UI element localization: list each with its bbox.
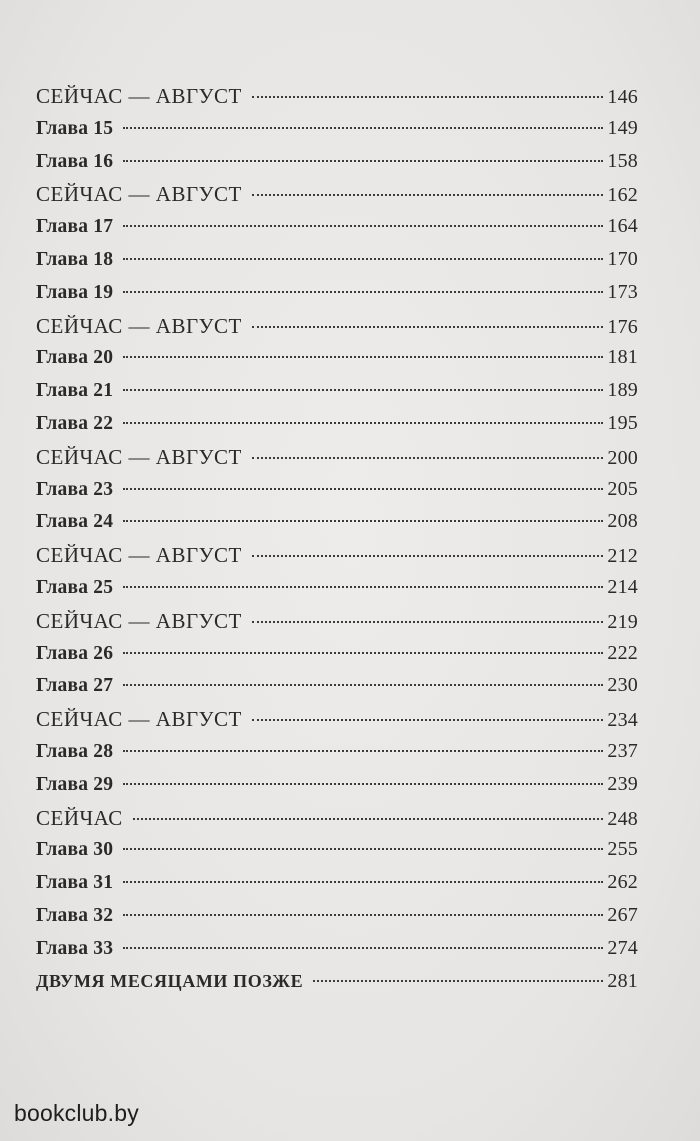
dot-leader <box>133 818 604 820</box>
toc-entry-title: Глава 18 <box>36 248 114 270</box>
dot-leader <box>123 947 603 949</box>
toc-entry <box>36 379 638 412</box>
toc-entry-page-number: 212 <box>607 545 638 568</box>
toc-entry-title: СЕЙЧАС — АВГУСТ <box>36 543 242 568</box>
toc-entry-page-number: 239 <box>607 772 638 795</box>
dot-leader <box>123 586 603 588</box>
toc-entry <box>36 740 638 773</box>
toc-entry-page-number: 173 <box>607 280 638 303</box>
toc-entry-page-number: 234 <box>607 709 638 732</box>
toc-entry-title: Глава 32 <box>36 904 114 926</box>
toc-entry-page-number: 274 <box>607 936 638 959</box>
dot-leader <box>252 555 604 557</box>
toc-entry-title: ДВУМЯ МЕСЯЦАМИ ПОЗЖЕ <box>36 970 304 991</box>
toc-entry-page-number: 158 <box>607 149 638 172</box>
dot-leader <box>123 356 603 358</box>
toc-entry <box>36 314 638 347</box>
dot-leader <box>123 848 603 850</box>
toc-entry-page-number: 162 <box>607 184 638 207</box>
toc-entry-title: Глава 29 <box>36 773 114 795</box>
toc-entry-page-number: 149 <box>607 116 638 139</box>
toc-entry-page-number: 222 <box>607 641 638 664</box>
toc-entry <box>36 117 638 150</box>
toc-entry-title: Глава 21 <box>36 380 114 402</box>
toc-entry-page-number: 267 <box>607 903 638 926</box>
toc-entry <box>36 84 638 117</box>
toc-entry-title: СЕЙЧАС — АВГУСТ <box>36 313 242 338</box>
toc-entry <box>36 904 638 937</box>
toc-entry-title: СЕЙЧАС — АВГУСТ <box>36 707 242 732</box>
toc-entry-page-number: 248 <box>607 807 638 830</box>
toc-entry <box>36 871 638 904</box>
toc-entry-page-number: 219 <box>607 610 638 633</box>
dot-leader <box>123 488 603 490</box>
toc-entry-page-number: 255 <box>607 838 638 861</box>
toc-entry-page-number: 146 <box>607 86 638 108</box>
toc-entry-title: Глава 20 <box>36 347 114 369</box>
dot-leader <box>252 194 604 196</box>
dot-leader <box>123 783 603 785</box>
dot-leader <box>123 389 603 391</box>
toc-entry <box>36 806 638 839</box>
toc-entry <box>36 576 638 609</box>
toc-entry <box>36 970 638 1003</box>
toc-entry-page-number: 205 <box>607 477 638 500</box>
toc-entry-page-number: 181 <box>607 346 638 369</box>
toc-entry <box>36 478 638 511</box>
toc-entry <box>36 707 638 740</box>
toc-entry <box>36 248 638 281</box>
toc-entry-title: Глава 28 <box>36 740 114 762</box>
toc-entry-page-number: 176 <box>607 315 638 338</box>
toc-entry-title: Глава 31 <box>36 872 114 894</box>
toc-entry-title: Глава 24 <box>36 511 114 533</box>
toc-entry <box>36 510 638 543</box>
toc-entry-title: Глава 22 <box>36 412 114 434</box>
dot-leader <box>123 750 603 752</box>
toc-entry-title: Глава 26 <box>36 642 114 664</box>
toc-entry-title: Глава 19 <box>36 281 114 303</box>
toc-entry-title: СЕЙЧАС — АВГУСТ <box>36 84 242 108</box>
toc-entry-title: Глава 33 <box>36 937 114 959</box>
dot-leader <box>252 621 604 623</box>
toc-entry <box>36 674 638 707</box>
toc-entry <box>36 609 638 642</box>
toc-entry-page-number: 164 <box>607 215 638 238</box>
toc-entry-title: Глава 16 <box>36 150 114 172</box>
toc-entry-title: Глава 30 <box>36 839 114 861</box>
toc-entry-title: СЕЙЧАС — АВГУСТ <box>36 608 242 633</box>
toc-entry <box>36 150 638 183</box>
toc-entry <box>36 543 638 576</box>
toc-entry-title: Глава 25 <box>36 576 114 598</box>
dot-leader <box>252 457 604 459</box>
dot-leader <box>123 127 603 129</box>
dot-leader <box>123 160 603 162</box>
toc-entry-page-number: 237 <box>607 739 638 762</box>
toc-entry <box>36 937 638 970</box>
toc-entry <box>36 281 638 314</box>
dot-leader <box>123 914 603 916</box>
toc-entry-title: Глава 27 <box>36 675 114 697</box>
toc-entry <box>36 773 638 806</box>
toc-entry-page-number: 281 <box>607 969 638 992</box>
dot-leader <box>123 258 603 260</box>
toc-entry-title: Глава 23 <box>36 478 114 500</box>
toc-entry-page-number: 189 <box>607 379 638 402</box>
toc-entry-title: СЕЙЧАС — АВГУСТ <box>36 182 242 207</box>
toc-entry <box>36 445 638 478</box>
dot-leader <box>252 326 604 328</box>
dot-leader <box>123 422 603 424</box>
toc-entry-title: Глава 15 <box>36 117 114 139</box>
dot-leader <box>123 520 603 522</box>
toc-entry-title: Глава 17 <box>36 216 114 238</box>
table-of-contents <box>36 84 638 1002</box>
toc-entry-title: СЕЙЧАС <box>36 805 123 830</box>
toc-entry-page-number: 214 <box>607 575 638 598</box>
toc-entry-page-number: 262 <box>607 871 638 894</box>
toc-entry <box>36 215 638 248</box>
toc-entry <box>36 182 638 215</box>
toc-entry <box>36 346 638 379</box>
toc-entry-title: СЕЙЧАС — АВГУСТ <box>36 444 242 469</box>
toc-entry-page-number: 200 <box>607 446 638 469</box>
toc-entry-page-number: 230 <box>607 674 638 697</box>
toc-entry-page-number: 170 <box>607 247 638 270</box>
dot-leader <box>252 96 604 98</box>
dot-leader <box>313 980 603 982</box>
dot-leader <box>123 225 603 227</box>
toc-entry-page-number: 208 <box>607 510 638 533</box>
toc-entry <box>36 838 638 871</box>
toc-entry-page-number: 195 <box>607 411 638 434</box>
dot-leader <box>123 291 603 293</box>
dot-leader <box>252 719 604 721</box>
dot-leader <box>123 684 603 686</box>
site-watermark: bookclub.by <box>14 1100 139 1126</box>
toc-entry <box>36 642 638 675</box>
toc-entry <box>36 412 638 445</box>
dot-leader <box>123 652 603 654</box>
dot-leader <box>123 881 603 883</box>
